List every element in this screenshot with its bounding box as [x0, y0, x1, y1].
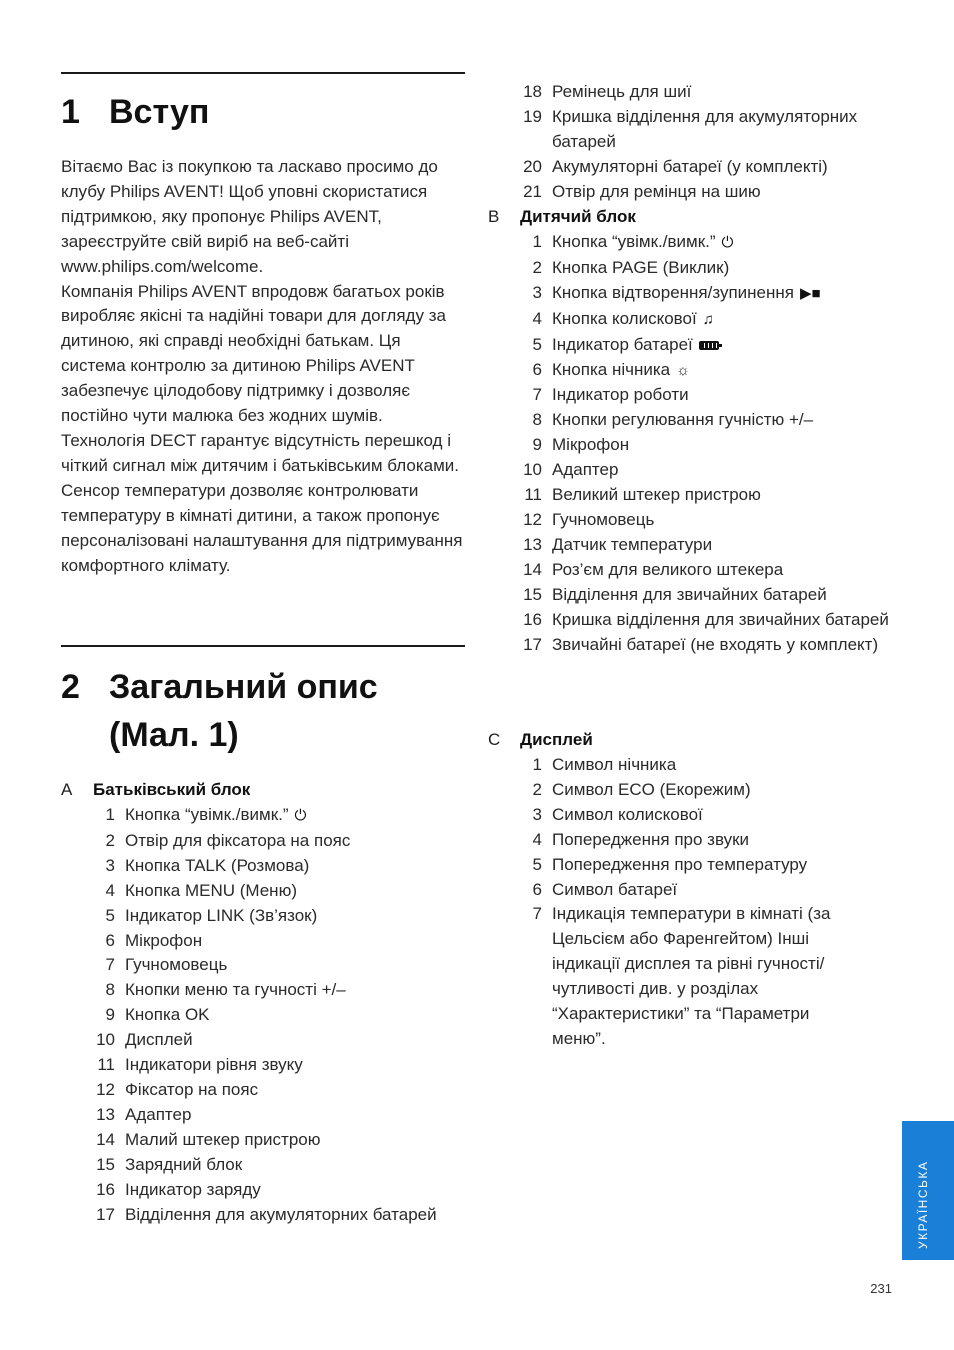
item-text [552, 80, 890, 105]
intro-paragraph: Сенсор температури дозволяє контролювати температуру в кімнаті дитини, а також пропонує персоналізовані налаштування для підтримування комфортного клімату. [61, 480, 463, 575]
item-number: 6 [532, 879, 542, 899]
item-label: Звичайні батареї (не входять у комплект) [552, 634, 879, 654]
item-number: 7 [105, 955, 115, 975]
list-item [520, 180, 890, 205]
item-label: Датчик температури [552, 534, 713, 554]
item-label: Кнопки меню та гучності +/– [125, 980, 346, 1000]
item-text [552, 828, 840, 853]
item-label: Попередження про звуки [552, 829, 750, 849]
item-label: Фіксатор на пояс [125, 1079, 259, 1099]
list-item [93, 978, 473, 1003]
item-label: Ремінець для шиї [552, 82, 692, 101]
item-text [125, 854, 473, 879]
list-item [93, 829, 473, 854]
item-number: 17 [96, 1204, 115, 1224]
list-item [93, 1103, 473, 1128]
item-label: Індикатор заряду [125, 1179, 261, 1199]
group-letter: B [488, 207, 500, 226]
item-number: 8 [532, 410, 542, 430]
battery-icon [699, 341, 719, 350]
list-item [520, 458, 890, 483]
item-number: 4 [532, 308, 542, 328]
list-item [93, 1078, 473, 1103]
section-divider [61, 72, 465, 74]
item-label: Гучномовець [552, 509, 655, 529]
item-text [125, 953, 473, 978]
list-item [520, 155, 890, 180]
list-item [93, 879, 473, 904]
item-number: 6 [105, 930, 115, 950]
list-item [520, 533, 890, 558]
item-number: 14 [96, 1129, 115, 1149]
group-letter: A [61, 780, 73, 799]
item-label: Отвір для ремінця на шию [552, 181, 761, 201]
item-text [552, 433, 890, 458]
item-text [552, 508, 890, 533]
item-number: 15 [96, 1154, 115, 1174]
list-item [93, 1178, 473, 1203]
group-title: Батьківський блок [93, 780, 251, 799]
list-item [520, 902, 840, 1051]
list-item [520, 408, 890, 433]
item-text [125, 929, 473, 954]
list-item [93, 1128, 473, 1153]
item-number: 15 [523, 584, 542, 604]
item-label: Дисплей [125, 1030, 193, 1050]
item-text [552, 608, 890, 633]
item-label: Кришка відділення для звичайних батарей [552, 609, 889, 629]
item-number: 4 [532, 829, 542, 849]
item-text [552, 155, 890, 180]
list-item [93, 953, 473, 978]
item-label: Кришка відділення для акумуляторних батарей [552, 106, 858, 151]
list-item [520, 230, 890, 256]
item-label: Кнопка PAGE (Виклик) [552, 257, 730, 277]
item-number: 2 [532, 779, 542, 799]
page-number: 231 [870, 1281, 892, 1296]
list-item [93, 854, 473, 879]
item-number: 16 [523, 609, 542, 629]
item-label: Отвір для фіксатора на пояс [125, 830, 351, 850]
item-label: Символ батареї [552, 879, 678, 899]
item-label: Великий штекер пристрою [552, 485, 761, 505]
item-text [552, 105, 890, 155]
item-number: 13 [96, 1104, 115, 1124]
item-text [125, 978, 473, 1003]
item-number: 8 [105, 980, 115, 1000]
group-title: Дитячий блок [520, 207, 636, 226]
group-title: Дисплей [520, 730, 593, 749]
group-heading [488, 728, 892, 753]
list-item [520, 508, 890, 533]
item-number: 4 [105, 880, 115, 900]
item-number: 1 [532, 755, 542, 774]
play-stop-icon: ▶■ [800, 284, 821, 302]
item-label: Відділення для звичайних батарей [552, 584, 827, 604]
item-number: 5 [105, 905, 115, 925]
item-list [520, 753, 840, 1052]
item-number: 9 [532, 435, 542, 455]
list-item [520, 358, 890, 384]
list-item [93, 1203, 473, 1228]
section-number: 1 [61, 93, 80, 131]
item-text [552, 803, 840, 828]
nightlight-icon: ☼ [676, 361, 690, 379]
language-tab [902, 1121, 954, 1260]
item-text [552, 483, 890, 508]
item-number: 1 [532, 232, 542, 251]
item-label: Індикатори рівня звуку [125, 1055, 303, 1075]
item-number: 6 [532, 359, 542, 379]
list-item [93, 1053, 473, 1078]
item-number: 12 [96, 1079, 115, 1099]
item-label: Кнопки регулювання гучністю +/– [552, 410, 814, 430]
item-text [125, 1103, 473, 1128]
section-heading [61, 663, 465, 759]
item-number: 7 [532, 385, 542, 405]
list-item [520, 483, 890, 508]
item-text [125, 1078, 473, 1103]
item-label: Кнопка “увімк./вимк.” [552, 232, 716, 251]
list-item [520, 105, 890, 155]
item-list [520, 80, 890, 205]
item-label: Символ ECO (Екорежим) [552, 779, 751, 799]
item-text [125, 1203, 473, 1228]
item-number: 3 [532, 804, 542, 824]
list-item [520, 878, 840, 903]
list-item [93, 1003, 473, 1028]
list-item [520, 753, 840, 778]
item-number: 11 [97, 1055, 115, 1075]
item-number: 3 [105, 855, 115, 875]
item-number: 3 [532, 282, 542, 302]
item-text [552, 307, 890, 333]
item-label: Індикатор батареї [552, 334, 693, 354]
item-text [552, 230, 890, 256]
power-icon: ⏻ [721, 234, 734, 251]
item-number: 13 [523, 534, 542, 554]
item-text [552, 358, 890, 384]
list-item [520, 608, 890, 633]
item-label: Індикатор роботи [552, 385, 689, 405]
item-text [125, 1153, 473, 1178]
list-item [520, 778, 840, 803]
item-label: Символ нічника [552, 755, 677, 774]
item-text [552, 778, 840, 803]
item-label: Малий штекер пристрою [125, 1129, 321, 1149]
item-text [125, 1128, 473, 1153]
item-number: 7 [532, 904, 542, 924]
item-number: 2 [105, 830, 115, 850]
item-text [552, 558, 890, 583]
item-label: Кнопка нічника [552, 359, 671, 379]
item-label: Мікрофон [552, 435, 630, 455]
item-text [125, 803, 473, 829]
item-number: 19 [523, 106, 542, 126]
item-text [125, 879, 473, 904]
item-label: Кнопка відтворення/зупинення [552, 282, 794, 302]
item-number: 5 [532, 854, 542, 874]
list-item [520, 583, 890, 608]
item-label: Мікрофон [125, 930, 203, 950]
item-text [125, 1028, 473, 1053]
item-number: 14 [523, 559, 542, 579]
item-label: Адаптер [552, 460, 619, 480]
item-label: Кнопка OK [125, 1005, 210, 1025]
music-note-icon: ♫ [702, 310, 714, 328]
item-label: Кнопка “увімк./вимк.” [125, 805, 289, 824]
list-item [520, 828, 840, 853]
item-number: 17 [523, 634, 542, 654]
item-label: Адаптер [125, 1104, 192, 1124]
item-text [552, 256, 890, 281]
item-number: 12 [523, 509, 542, 529]
list-item [93, 803, 473, 829]
item-text [552, 878, 840, 903]
item-text [552, 458, 890, 483]
item-text [125, 1053, 473, 1078]
item-label: Роз’єм для великого штекера [552, 559, 784, 579]
item-number: 11 [524, 485, 542, 505]
list-item [93, 929, 473, 954]
item-number: 2 [532, 257, 542, 277]
section-heading [61, 88, 465, 136]
item-text [552, 383, 890, 408]
item-text [125, 1003, 473, 1028]
list-item [520, 256, 890, 281]
item-label: Символ колискової [552, 804, 703, 824]
intro-paragraph: Компанія Philips AVENT впродовж багатьох років виробляє якісні та надійні товари для догляду за дитиною, які справді необхідні батькам. Ця система контролю за дитиною Philips AVENT забезпечує цілодобову підтримку і дозволяє постійно чути малюка без жодних шумів. Технологія DECT гарантує відсутність перешкод і чіткий сигнал між дитячим і батьківським блоками. [61, 281, 460, 475]
item-label: Кнопка TALK (Розмова) [125, 855, 310, 875]
section-title: Загальний опис (Мал. 1) [109, 668, 378, 754]
item-text [125, 904, 473, 929]
item-label: Акумуляторні батареї (у комплекті) [552, 156, 828, 176]
item-text [552, 853, 840, 878]
list-item [520, 433, 890, 458]
list-item [520, 558, 890, 583]
item-text [552, 533, 890, 558]
section-title: Вступ [109, 93, 210, 131]
item-text [552, 333, 890, 358]
list-item [520, 853, 840, 878]
group-heading [61, 778, 465, 803]
item-text [552, 281, 890, 307]
item-text [125, 829, 473, 854]
item-number: 21 [523, 181, 542, 201]
list-item [520, 383, 890, 408]
item-label: Попередження про температуру [552, 854, 808, 874]
list-item [520, 80, 890, 105]
section-divider [61, 645, 465, 647]
list-item [520, 333, 890, 358]
item-text [125, 1178, 473, 1203]
item-number: 18 [523, 82, 542, 101]
item-label: Кнопка колискової [552, 308, 697, 328]
item-label: Індикатор LINK (Зв’язок) [125, 905, 318, 925]
list-item [93, 904, 473, 929]
list-item [520, 803, 840, 828]
item-label: Зарядний блок [125, 1154, 243, 1174]
item-text [552, 753, 840, 778]
item-label: Кнопка MENU (Меню) [125, 880, 297, 900]
intro-paragraph: Вітаємо Вас із покупкою та ласкаво просимо до клубу Philips AVENT! Щоб уповні скористатися підтримкою, яку пропонує Philips AVENT, зареєструйте свій виріб на веб-сайті www.philips.com/welcome. [61, 157, 438, 276]
item-number: 10 [96, 1030, 115, 1050]
item-text [552, 408, 890, 433]
item-text [552, 583, 890, 608]
item-label: Гучномовець [125, 955, 228, 975]
item-number: 9 [105, 1005, 115, 1025]
list-item [520, 307, 890, 333]
item-number: 1 [105, 805, 115, 824]
group-heading [488, 205, 892, 230]
item-label: Індикація температури в кімнаті (за Цельсієм або Фаренгейтом) Інші індикації дисплея та рівні гучності/чутливості див. у розділах “Характеристики” та “Параметри меню”. [552, 904, 831, 1048]
section-number: 2 [61, 668, 80, 706]
list-item [93, 1028, 473, 1053]
item-number: 16 [96, 1179, 115, 1199]
item-list [93, 803, 473, 1227]
power-icon: ⏻ [294, 807, 307, 824]
item-label: Відділення для акумуляторних батарей [125, 1204, 437, 1224]
item-text [552, 633, 890, 658]
list-item [93, 1153, 473, 1178]
item-number: 20 [523, 156, 542, 176]
item-text [552, 902, 840, 1051]
list-item [520, 633, 890, 658]
group-letter: C [488, 730, 501, 749]
item-list [520, 230, 890, 657]
list-item [520, 281, 890, 307]
item-number: 5 [532, 334, 542, 354]
language-label: УКРАЇНСЬКА [916, 1160, 930, 1249]
intro-text [61, 155, 469, 578]
item-text [552, 180, 890, 205]
item-number: 10 [523, 460, 542, 480]
